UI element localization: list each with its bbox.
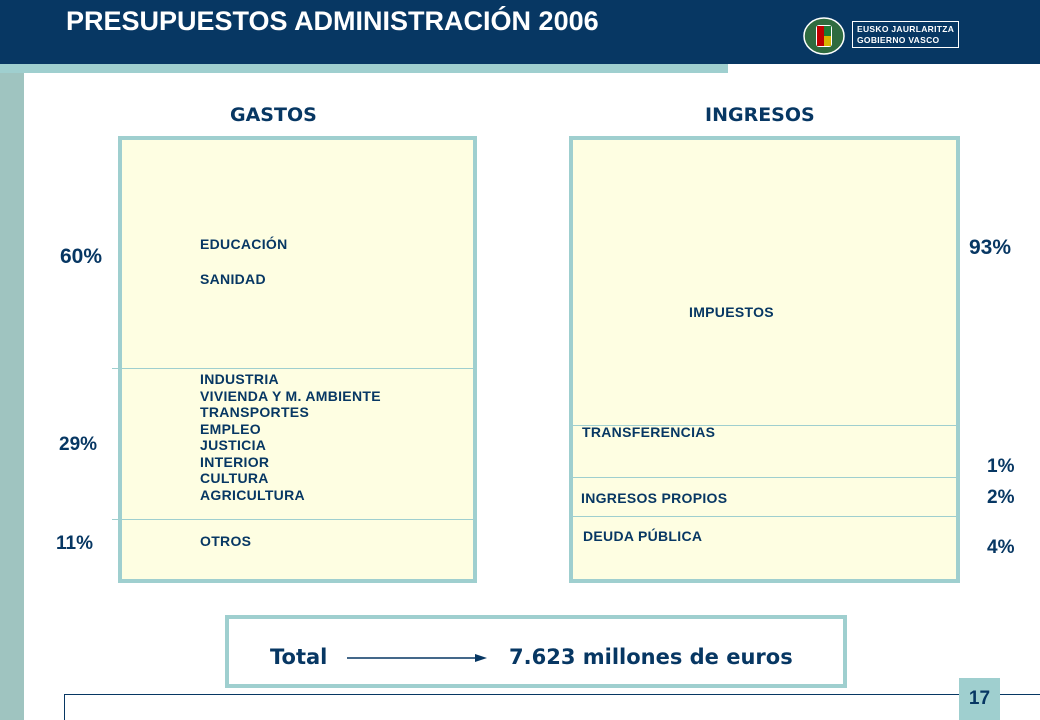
gastos-item: CULTURA (200, 470, 269, 486)
footer-rule-vertical (64, 694, 65, 720)
right-arrow-icon (347, 651, 487, 665)
ingresos-percent: 2% (987, 487, 1015, 508)
gastos-item: INDUSTRIA (200, 371, 279, 387)
gastos-panel (118, 136, 477, 583)
gastos-item: OTROS (200, 533, 252, 549)
gastos-divider-1 (112, 368, 473, 369)
coat-of-arms-icon (800, 16, 848, 56)
gastos-item: EDUCACIÓN (200, 236, 288, 252)
gastos-item: AGRICULTURA (200, 486, 305, 503)
ingresos-item: IMPUESTOS (689, 304, 774, 320)
total-label: Total (270, 645, 328, 669)
gastos-percent: 29% (59, 434, 98, 455)
logo-text-frame (852, 21, 959, 48)
left-accent-bar (0, 73, 24, 720)
header-accent-strip (0, 64, 728, 73)
page-number: 17 (968, 688, 991, 709)
footer-rule (64, 694, 1040, 695)
gastos-item: VIVIENDA Y M. AMBIENTE (200, 387, 381, 404)
gastos-group-2-list (200, 371, 381, 503)
page-title: PRESUPUESTOS ADMINISTRACIÓN 2006 (66, 6, 599, 36)
ingresos-heading: INGRESOS (705, 104, 815, 126)
gastos-heading: GASTOS (230, 104, 317, 126)
ingresos-item: INGRESOS PROPIOS (581, 490, 728, 506)
gastos-percent: 11% (56, 533, 93, 554)
logo-line-1: EUSKO JAURLARITZA (857, 24, 955, 34)
gastos-item: INTERIOR (200, 453, 270, 470)
ingresos-divider-2 (573, 477, 956, 478)
ingresos-item: TRANSFERENCIAS (582, 424, 716, 440)
gastos-percent: 60% (60, 245, 103, 268)
gastos-item: JUSTICIA (200, 437, 267, 453)
total-value: 7.623 millones de euros (509, 645, 793, 669)
ingresos-item: DEUDA PÚBLICA (583, 528, 703, 544)
gastos-item: SANIDAD (200, 271, 266, 287)
ingresos-percent: 1% (987, 456, 1015, 477)
logo-line-2: GOBIERNO VASCO (857, 35, 940, 45)
ingresos-percent: 4% (987, 537, 1015, 558)
government-logo (800, 16, 962, 56)
ingresos-divider-3 (573, 516, 956, 517)
gastos-item: TRANSPORTES (200, 404, 310, 420)
ingresos-percent: 93% (969, 236, 1012, 259)
gastos-item: EMPLEO (200, 420, 261, 437)
gastos-divider-2 (112, 519, 473, 520)
